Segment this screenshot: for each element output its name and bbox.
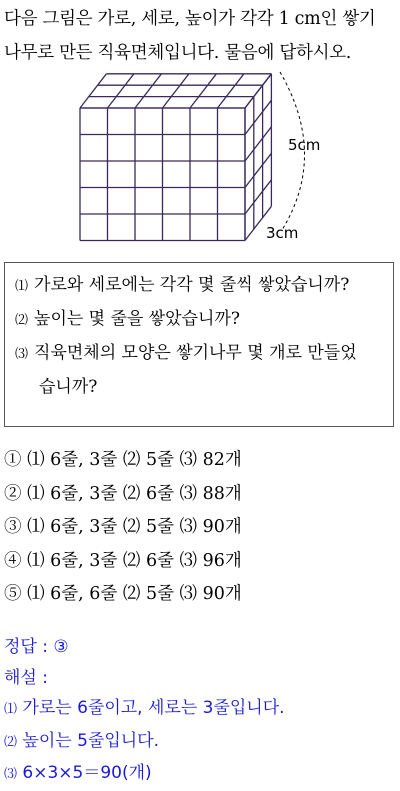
choice-3[interactable]: ③ ⑴ 6줄, 3줄 ⑵ 5줄 ⑶ 90개 [4,517,242,537]
explanation-3-text: 6×3×5＝90(개) [22,763,152,783]
explanation-2 [4,726,396,759]
top-grid-line [190,74,216,108]
explanation-3-number: ⑶ [4,767,18,782]
explanation-1 [4,693,396,726]
explanation-1-number: ⑴ [4,702,18,717]
question-1-number: ⑴ [15,279,29,294]
question-1-text: 가로와 세로에는 각각 몇 줄씩 쌓았습니까? [34,275,350,295]
side-grid-line [245,127,271,161]
choice-2[interactable]: ② ⑴ 6줄, 3줄 ⑵ 6줄 ⑶ 88개 [4,483,242,504]
question-3-continued: 습니까? [39,377,98,397]
depth-label: 3cm [266,224,299,242]
choice-1[interactable]: ① ⑴ 6줄, 3줄 ⑵ 5줄 ⑶ 82개 [4,450,242,470]
answer-section [4,632,396,791]
question-2-number: ⑵ [15,313,29,328]
explanation-label: 해설 : [4,667,48,688]
cuboid-figure [70,60,340,255]
question-3-number: ⑶ [15,347,29,362]
explanation-3 [4,758,396,791]
answer-choices [4,444,396,612]
side-grid-line [245,153,271,187]
choice-4[interactable]: ④ ⑴ 6줄, 3줄 ⑵ 6줄 ⑶ 96개 [4,550,242,571]
height-label: 5cm [288,136,321,154]
correct-answer: 정답 : ③ [4,637,69,657]
intro-line-2: 나무로 만든 직육면체입니다. 물음에 답하시오. [4,43,352,63]
top-grid-line [218,74,244,108]
top-grid-line [80,74,106,108]
explanation-2-number: ⑵ [4,734,18,750]
question-1 [15,269,383,303]
top-grid-line [163,74,189,108]
choice-5[interactable]: ⑤ ⑴ 6줄, 6줄 ⑵ 5줄 ⑶ 90개 [4,584,242,604]
question-2-text: 높이는 몇 줄을 쌓았습니까? [34,309,240,329]
side-grid-line [245,100,271,134]
intro-line-1: 다음 그림은 가로, 세로, 높이가 각각 1 cm인 쌓기 [4,9,376,29]
explanation-1-text: 가로는 6줄이고, 세로는 3줄입니다. [22,698,285,718]
question-3 [15,337,383,371]
question-2 [15,303,383,337]
side-grid-line [245,180,271,214]
question-3-text: 직육면체의 모양은 쌓기나무 몇 개로 만들었 [34,343,357,363]
question-box [4,262,394,427]
side-grid-line [245,74,271,108]
top-grid-line [135,74,161,108]
explanation-2-text: 높이는 5줄입니다. [22,730,159,751]
top-grid-line [108,74,134,108]
